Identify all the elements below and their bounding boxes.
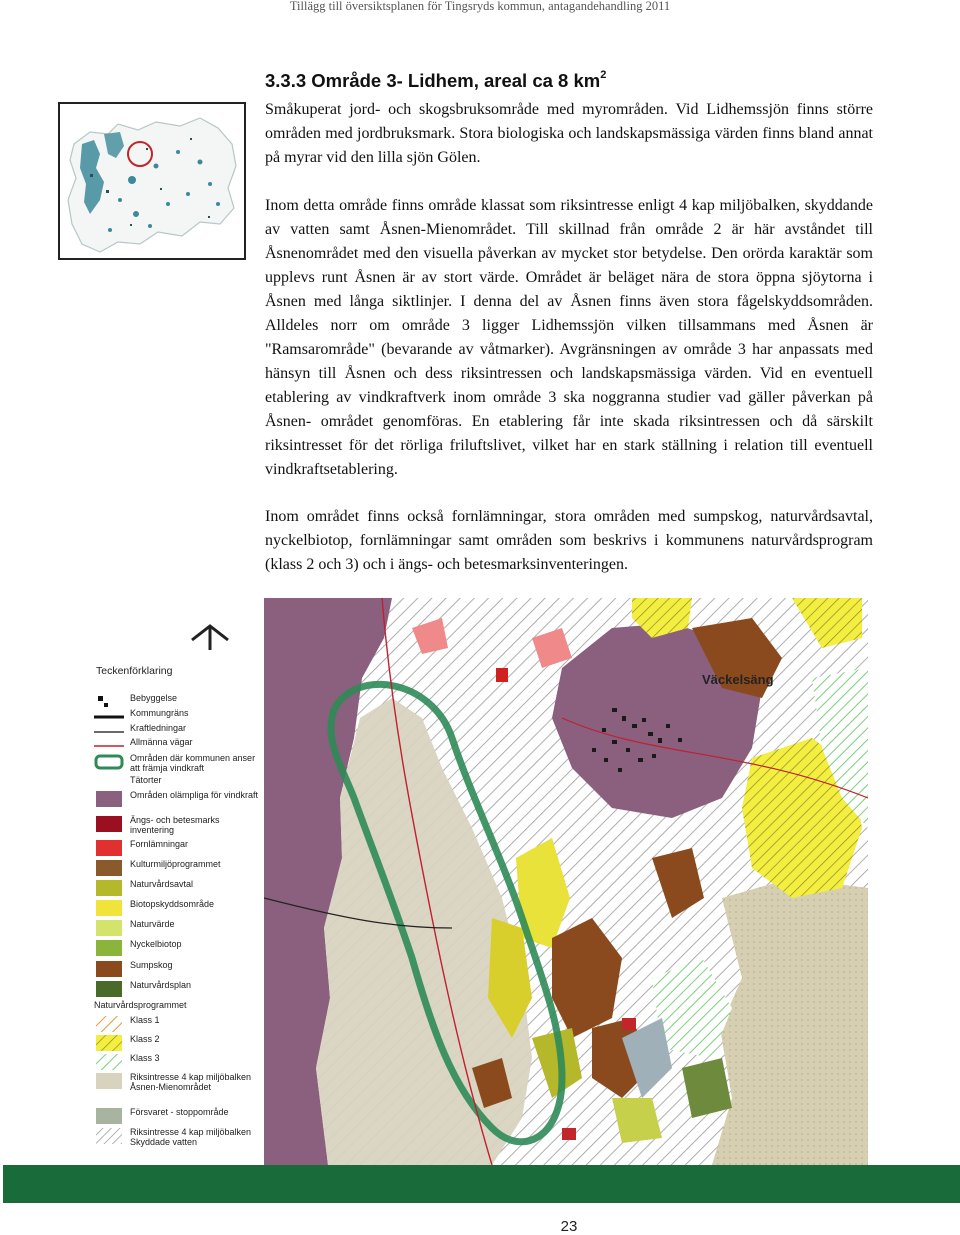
legend-item-klass3 — [92, 1053, 262, 1073]
legend-title: Teckenförklaring — [96, 665, 173, 677]
legend-label: Områden olämpliga för vindkraft — [130, 790, 259, 800]
heading-superscript: 2 — [600, 68, 607, 81]
legend-item-angs — [92, 815, 262, 835]
legend-label: Sumpskog — [130, 960, 173, 970]
legend-label: Ängs- och betesmarks inventering — [130, 815, 220, 835]
wind-area-ring-icon — [94, 754, 124, 770]
section-heading-text: 3.3.3 Område 3- Lidhem, areal ca 8 km — [265, 70, 601, 91]
legend-label: Klass 3 — [130, 1053, 160, 1063]
lightgreen-swatch-icon — [94, 920, 124, 936]
legend-label: Kulturmiljöprogrammet — [130, 859, 221, 869]
hatch-green-icon — [94, 1054, 124, 1070]
hatch-grey-icon — [94, 1128, 124, 1144]
legend-label: Klass 1 — [130, 1015, 160, 1025]
footer-band — [3, 1165, 960, 1203]
paragraph-1: Småkuperat jord- och skogsbruksområde med myrområden. Vid Lidhemssjön finns större områden med jordbruksmark. Stora biologiska och landskapsmässiga värden finns bland annat på myrar vid den lilla sjön Gölen. — [265, 101, 873, 166]
running-header: Tillägg till översiktsplanen för Tingsryds kommun, antagandehandling 2011 — [289, 0, 671, 13]
legend-item-naturvarde — [92, 919, 262, 939]
purple-swatch-icon — [94, 791, 124, 807]
legend-item-olampliga — [92, 790, 262, 810]
legend-item-riksintresse-asnen — [92, 1072, 262, 1092]
legend-label: Bebyggelse — [130, 693, 178, 703]
legend-item-fornlamningar — [92, 839, 262, 859]
legend-item-naturvardsplan — [92, 980, 262, 1000]
legend-item-biotopskydd — [92, 899, 262, 919]
legend-label: Klass 2 — [130, 1034, 160, 1044]
locator-map-graphic — [60, 104, 244, 258]
greygreen-swatch-icon — [94, 1108, 124, 1124]
legend-item-naturvardsavtal — [92, 879, 262, 899]
legend-item-skyddade-vatten — [92, 1127, 262, 1147]
legend-item-klass1 — [92, 1015, 262, 1035]
paragraph-3: Inom området finns också fornlämningar, stora områden med sumpskog, naturvårdsavtal, nyckelbiotop, fornlämningar samt områden som beskrivs i kommunens naturvårdsprogram (klass 2 och 3) och i ängs- och betesmarksinventeringen. — [265, 508, 873, 573]
legend-label: Nyckelbiotop — [130, 939, 182, 949]
paragraph-2: Inom detta område finns område klassat som riksintresse enligt 4 kap miljöbalken, skyddande av vatten samt Åsnen-Mienområdet. Till skillnad från område 2 är här avståndet till Åsnenområdet med den visuella påverkan av mycket stor betydelse. Den orörda karaktär som upplevs runt Åsnen är av stort värde. Området är beläget nära de stora öppna sjöytorna i Åsnen med långa siktlinjer. I denna del av Åsnen finns även stora fågelskyddsområden. Alldeles norr om område 3 ligger Lidhemssjön vilken tillsammans med Åsnen är "Ramsarområde" (bevarande av våtmarker). Avgränsningen av område 3 har anpassats med hänsyn till Åsnen och dess riksintressen och landskapsmässiga värden. Vid en eventuell etablering av vindkraftverk inom område 3 ska noggranna studier vad gäller påverkan på Åsnen- området genomföras. En etablering får inte skada riksintressen och då särskilt riksintresset för det rörliga friluftslivet, vilket har en stark ställning i relation till eventuell vindkraftsetablering. — [265, 197, 873, 478]
hatch-yellow-icon — [94, 1035, 124, 1051]
legend-label: Kraftledningar — [130, 723, 187, 733]
hatch-orange-icon — [94, 1016, 124, 1032]
legend-item-vindkraft — [92, 753, 262, 773]
legend-label: Försvaret - stoppområde — [130, 1107, 229, 1117]
legend-label: Naturvärde — [130, 919, 175, 929]
darkred-swatch-icon — [94, 816, 124, 832]
legend-label: Allmänna vägar — [130, 737, 193, 747]
legend-item-nyckelbiotop — [92, 939, 262, 959]
section-heading — [265, 70, 606, 92]
darkgreen-swatch-icon — [94, 981, 124, 997]
legend-label: Naturvårdsavtal — [130, 879, 194, 889]
locator-map — [58, 102, 246, 260]
legend-item-forsvaret — [92, 1107, 262, 1127]
legend-label: Riksintresse 4 kap miljöbalken Åsnen-Mienområdet — [130, 1072, 252, 1092]
page-number: 23 — [560, 1218, 578, 1235]
north-arrow-icon — [190, 622, 230, 652]
red-swatch-icon — [94, 840, 124, 856]
legend-label: Fornlämningar — [130, 839, 189, 849]
sienna-swatch-icon — [94, 961, 124, 977]
road-line-icon — [94, 738, 124, 754]
legend-label: Riksintresse 4 kap miljöbalken Skyddade vatten — [130, 1127, 252, 1147]
legend-label: Naturvårdsprogrammet — [94, 1000, 187, 1010]
legend-item-kulturmiljo — [92, 859, 262, 879]
beige-swatch-icon — [94, 1073, 124, 1089]
place-label-vackelsang: Väckelsäng — [702, 672, 774, 687]
legend-item-klass2 — [92, 1034, 262, 1054]
legend-label: Kommungräns — [130, 708, 189, 718]
legend-item-sumpskog — [92, 960, 262, 980]
yellow-swatch-icon — [94, 900, 124, 916]
legend-label: Områden där kommunen anser att främja vindkraft — [130, 753, 256, 773]
legend-label: Biotopskyddsområde — [130, 899, 215, 909]
green-swatch-icon — [94, 940, 124, 956]
olive-swatch-icon — [94, 880, 124, 896]
legend-label: Tätorter — [130, 775, 162, 785]
legend-label: Naturvårdsplan — [130, 980, 192, 990]
brown-swatch-icon — [94, 860, 124, 876]
